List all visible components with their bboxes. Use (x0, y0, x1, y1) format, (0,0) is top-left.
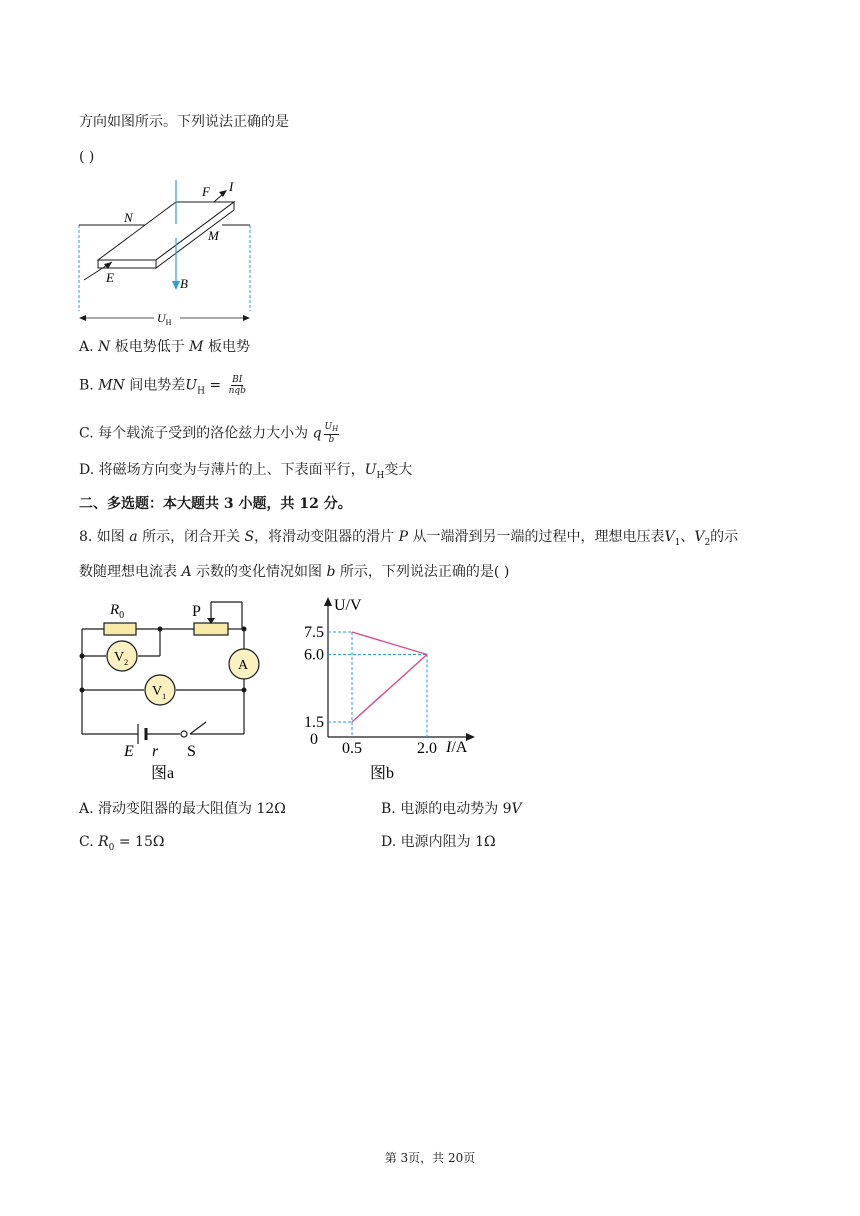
label-F: F (202, 184, 210, 199)
axis-xlabel (445, 739, 468, 756)
label-U: U (157, 311, 166, 325)
xtick-label-1: 2.0 (417, 740, 437, 757)
q8-l2-t3: 所示，下列说法正确的是( ) (335, 564, 510, 580)
q8-l1-t2: 所示，闭合开关 (137, 529, 245, 545)
ytick-label-0: 1.5 (304, 714, 324, 731)
q7-option-c-t1: 每个载流子受到的洛伦兹力大小为 (98, 425, 313, 442)
hall-effect-figure (74, 178, 264, 328)
q8-l2-t2: 示数的变化情况如图 (191, 564, 327, 580)
label-R: R (110, 602, 120, 618)
label-R0 (109, 602, 124, 621)
axis-xlabel-I: I (446, 739, 452, 756)
q7-option-b[interactable] (79, 375, 249, 401)
label-P: P (192, 603, 201, 620)
q7-option-b-sub: H (197, 386, 205, 397)
q7-option-b-eq: = (204, 377, 226, 394)
q8-l2-b: b (326, 564, 336, 580)
q8-l1-a: a (129, 529, 138, 545)
series-line-1 (352, 655, 427, 723)
q7-option-c[interactable] (79, 422, 341, 445)
q8-option-d[interactable]: D. 电源内阻为 1Ω (381, 834, 496, 850)
q8-option-b[interactable] (381, 799, 522, 819)
q8-option-c[interactable] (79, 832, 164, 858)
q7-option-a-v2: M (189, 339, 204, 355)
caption-fig-a: 图a (151, 765, 175, 782)
label-S: S (187, 743, 196, 760)
q7-option-c-den: b (328, 435, 335, 445)
q7-option-d-prefix: D. (79, 462, 99, 478)
label-A: A (238, 658, 249, 673)
graph-figure-b (300, 594, 480, 786)
q7-option-d-t2: 变大 (384, 462, 413, 478)
axis-ylabel: U/V (334, 597, 362, 614)
q8-l1-s: S (244, 529, 255, 545)
q7-option-c-v1: q (312, 425, 322, 442)
q7-option-d-t1: 将磁场方向变为与薄片的上、下表面平行， (98, 462, 365, 478)
q8-option-c-prefix: C. (79, 834, 99, 850)
q8-l1-v1s: 1 (674, 537, 681, 548)
q7-option-b-t1: 间电势差 (124, 377, 186, 394)
q7-option-a[interactable] (79, 337, 250, 357)
q7-option-d-v1: U (364, 462, 377, 478)
label-V1-sub: 1 (162, 692, 167, 701)
label-E-battery: E (124, 743, 134, 760)
q8-stem-line1 (79, 527, 738, 553)
page-footer: 第 3页，共 20页 (384, 1151, 476, 1165)
label-V2-sub: 2 (124, 658, 129, 667)
q8-option-c-sub: 0 (108, 842, 115, 853)
section-heading-multi-choice: 二、多选题：本大题共 3 小题，共 12 分。 (79, 496, 352, 512)
q7-option-c-fraction (324, 422, 340, 445)
xtick-label-0: 0.5 (342, 740, 362, 757)
q7-option-a-prefix: A. (79, 339, 99, 355)
ytick-label-1: 6.0 (304, 646, 324, 664)
q7-option-b-v1: MN (98, 377, 125, 394)
circuit-figure-a (74, 594, 274, 786)
q7-option-c-prefix: C. (79, 425, 99, 442)
label-E: E (106, 270, 114, 285)
q7-option-d[interactable] (79, 460, 412, 486)
label-r: r (152, 743, 159, 760)
q8-option-b-prefix: B. 电源的电动势为 9 (381, 801, 512, 817)
label-R-sub: 0 (119, 610, 125, 621)
ytick-label-2: 7.5 (304, 624, 324, 641)
label-U-sub: H (165, 318, 172, 327)
q8-l1-p: P (398, 529, 408, 545)
q8-l1-t1: 8. 如图 (79, 529, 130, 545)
q8-l1-t3: ，将滑动变阻器的滑片 (254, 529, 399, 545)
q7-option-a-v1: N (98, 339, 111, 355)
q8-l2-a: A (181, 564, 192, 580)
q8-l1-t5: 、 (680, 529, 695, 545)
label-I: I (229, 179, 234, 194)
q8-option-c-v: R (98, 834, 109, 850)
label-B: B (180, 276, 188, 291)
q8-l1-t6: 的示 (710, 529, 739, 545)
label-V1-letter: V (152, 684, 163, 699)
q8-l1-v2: V (694, 529, 705, 545)
q8-option-b-unit: V (511, 801, 522, 817)
q7-option-a-t1: 板电势低于 (110, 339, 190, 355)
label-M: M (208, 228, 219, 243)
q7-option-d-sub: H (376, 470, 385, 481)
q8-l2-t1: 数随理想电流表 (79, 564, 182, 580)
label-N: N (124, 210, 133, 225)
label-V2-letter: V (114, 650, 125, 665)
q7-stem-end: 方向如图所示。下列说法正确的是 (79, 114, 289, 130)
q7-option-b-prefix: B. (79, 377, 99, 394)
q8-l1-v2s: 2 (704, 537, 711, 548)
q7-option-c-num: U (324, 422, 333, 432)
q8-option-a[interactable]: A. 滑动变阻器的最大阻值为 12Ω (79, 801, 286, 817)
q8-option-c-t: = 15Ω (114, 834, 165, 850)
origin-label: 0 (310, 731, 318, 748)
q7-option-a-t2: 板电势 (203, 339, 250, 355)
q7-option-b-v2: U (185, 377, 198, 394)
caption-fig-b: 图b (370, 765, 395, 782)
q7-option-c-num-sub: H (332, 425, 339, 433)
q7-option-b-den: nqb (228, 386, 246, 396)
axis-xlabel-unit: /A (451, 739, 468, 756)
q7-option-b-fraction (228, 375, 247, 396)
q7-option-b-num: BI (232, 375, 243, 385)
q8-l1-t4: 从一端滑到另一端的过程中，理想电压表 (408, 529, 665, 545)
q8-stem-line2 (79, 562, 509, 582)
q7-answer-paren: ( ) (79, 149, 95, 165)
series-line-0 (352, 632, 427, 655)
q8-l1-v1: V (664, 529, 675, 545)
